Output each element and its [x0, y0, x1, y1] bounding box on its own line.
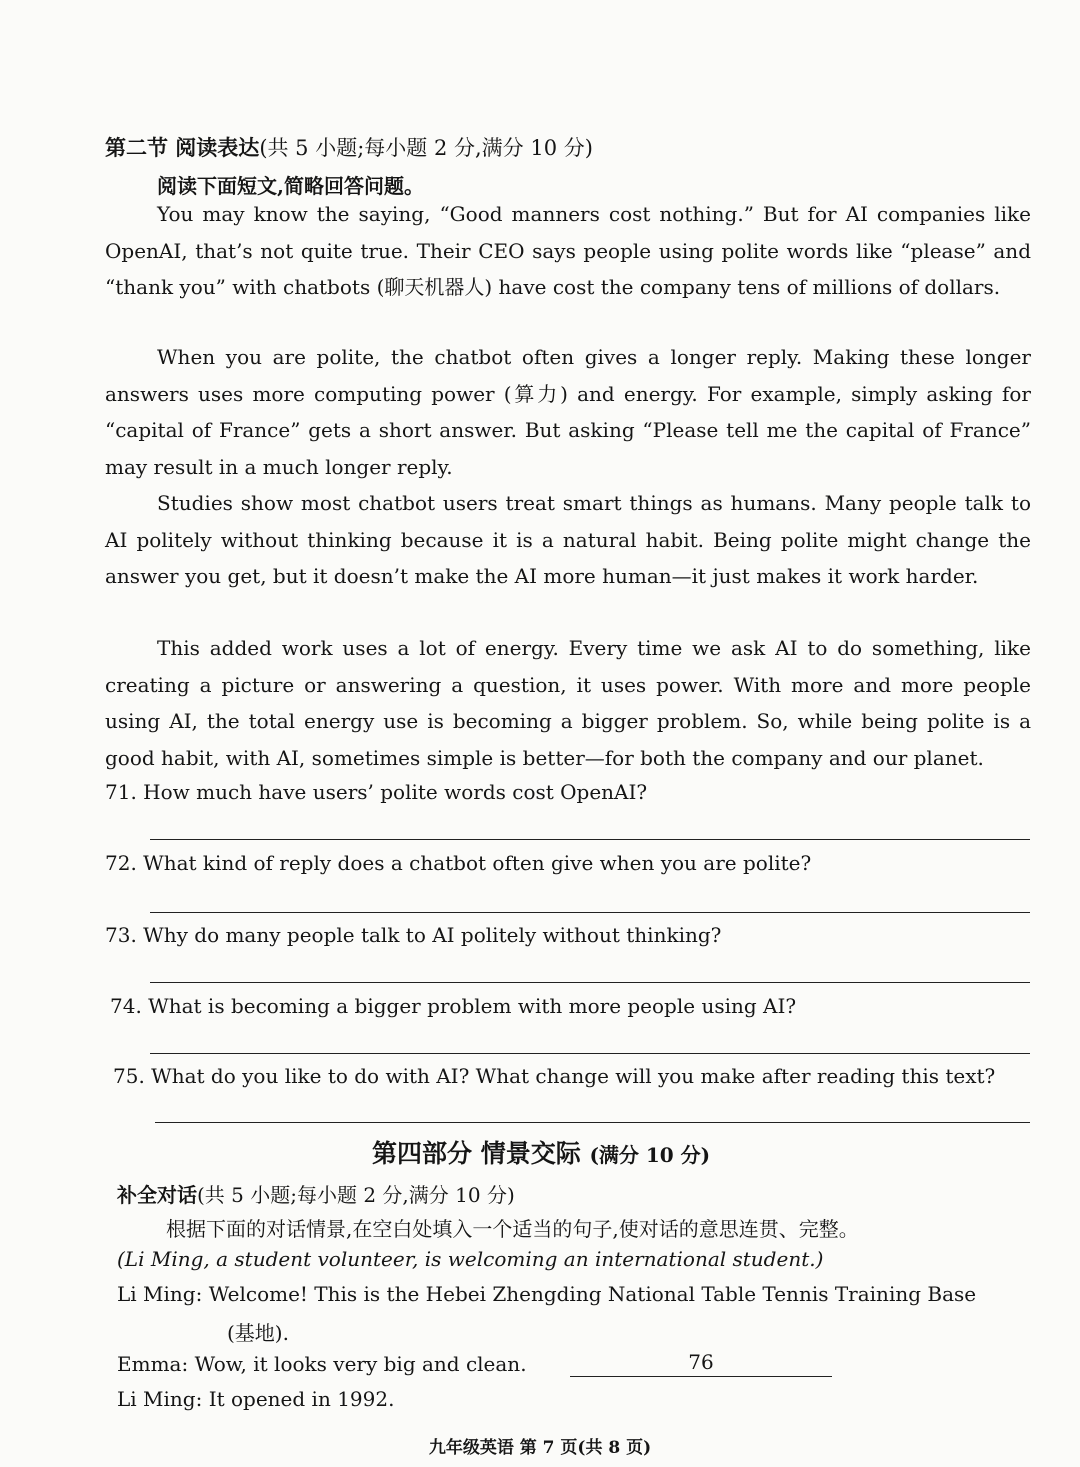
question-number: 72.: [105, 851, 137, 875]
reading-instruction: 阅读下面短文,简略回答问题。: [157, 174, 424, 198]
dialogue-text: Wow, it looks very big and clean.: [194, 1352, 527, 1376]
answer-line-75[interactable]: [155, 1122, 1030, 1123]
question-text: What kind of reply does a chatbot often give when you are polite?: [143, 851, 812, 875]
question-number: 74.: [110, 994, 142, 1018]
section-title-text: 第二节 阅读表达: [105, 135, 260, 160]
dialogue-text: Welcome! This is the Hebei Zhengding National Table Tennis Training Base: [208, 1282, 977, 1306]
speaker-li-ming: Li Ming:: [117, 1387, 203, 1411]
question-text: What do you like to do with AI? What change will you make after reading this text?: [151, 1064, 996, 1088]
dialogue-line-3: [117, 1387, 394, 1411]
answer-line-74[interactable]: [150, 1053, 1030, 1054]
speaker-li-ming: Li Ming:: [117, 1282, 203, 1306]
question-text: What is becoming a bigger problem with more people using AI?: [148, 994, 797, 1018]
question-number: 71.: [105, 780, 137, 804]
speaker-emma: Emma:: [117, 1352, 189, 1376]
dialogue-line-1-cont: (基地).: [227, 1321, 289, 1345]
passage-paragraph-3: Studies show most chatbot users treat smart things as humans. Many people talk to AI politely without thinking because it is a natural habit. Being polite might change the answer you get, but it doesn’t make the AI more human—it just makes it work harder.: [105, 491, 1031, 588]
passage-paragraph-1: You may know the saying, “Good manners cost nothing.” But for AI companies like OpenAI, that’s not quite true. Their CEO says people using polite words like “please” and “thank you” with chatbots (聊天机器人) have cost the company tens of millions of dollars.: [105, 202, 1031, 299]
question-73: [105, 923, 721, 947]
question-75: [113, 1064, 995, 1088]
dialogue-situation: (Li Ming, a student volunteer, is welcoming an international student.): [117, 1247, 824, 1271]
passage-paragraph-2: When you are polite, the chatbot often gives a longer reply. Making these longer answers uses more computing power (算力) and energy. For example, simply asking for “capital of France” gets a short answer. But asking “Please tell me the capital of France” may result in a much longer reply.: [105, 345, 1031, 479]
question-74: [110, 994, 796, 1018]
dialogue-instruction: 根据下面的对话情景,在空白处填入一个适当的句子,使对话的意思连贯、完整。: [166, 1217, 859, 1241]
section-title: [105, 132, 593, 162]
dialogue-subtitle-text: 补全对话: [117, 1183, 197, 1207]
question-number: 75.: [113, 1064, 145, 1088]
answer-line-72[interactable]: [150, 912, 1030, 913]
answer-line-73[interactable]: [150, 982, 1030, 983]
dialogue-subtitle: [117, 1179, 515, 1208]
answer-blank-76[interactable]: [570, 1376, 832, 1377]
dialogue-score-note: (共 5 小题;每小题 2 分,满分 10 分): [197, 1183, 515, 1207]
section-score-note: (共 5 小题;每小题 2 分,满分 10 分): [259, 136, 593, 160]
answer-line-71[interactable]: [150, 839, 1030, 840]
question-text: Why do many people talk to AI politely without thinking?: [143, 923, 722, 947]
blank-76-number: 76: [688, 1350, 714, 1374]
passage-paragraph-4: This added work uses a lot of energy. Every time we ask AI to do something, like creating a picture or answering a question, it uses power. With more and more people using AI, the total energy use is becoming a bigger problem. So, while being polite is a good habit, with AI, sometimes simple is better—for both the company and our planet.: [105, 636, 1031, 770]
dialogue-line-1: [117, 1282, 976, 1306]
dialogue-text: It opened in 1992.: [208, 1387, 395, 1411]
part4-score-note: (满分 10 分): [589, 1143, 711, 1167]
question-text: How much have users’ polite words cost OpenAI?: [143, 780, 648, 804]
part4-title: [372, 1134, 710, 1170]
question-number: 73.: [105, 923, 137, 947]
dialogue-line-2: [117, 1352, 527, 1376]
part4-title-text: 第四部分 情景交际: [372, 1139, 581, 1168]
page-footer: 九年级英语 第 7 页(共 8 页): [428, 1438, 652, 1458]
question-72: [105, 851, 811, 875]
question-71: [105, 780, 647, 804]
